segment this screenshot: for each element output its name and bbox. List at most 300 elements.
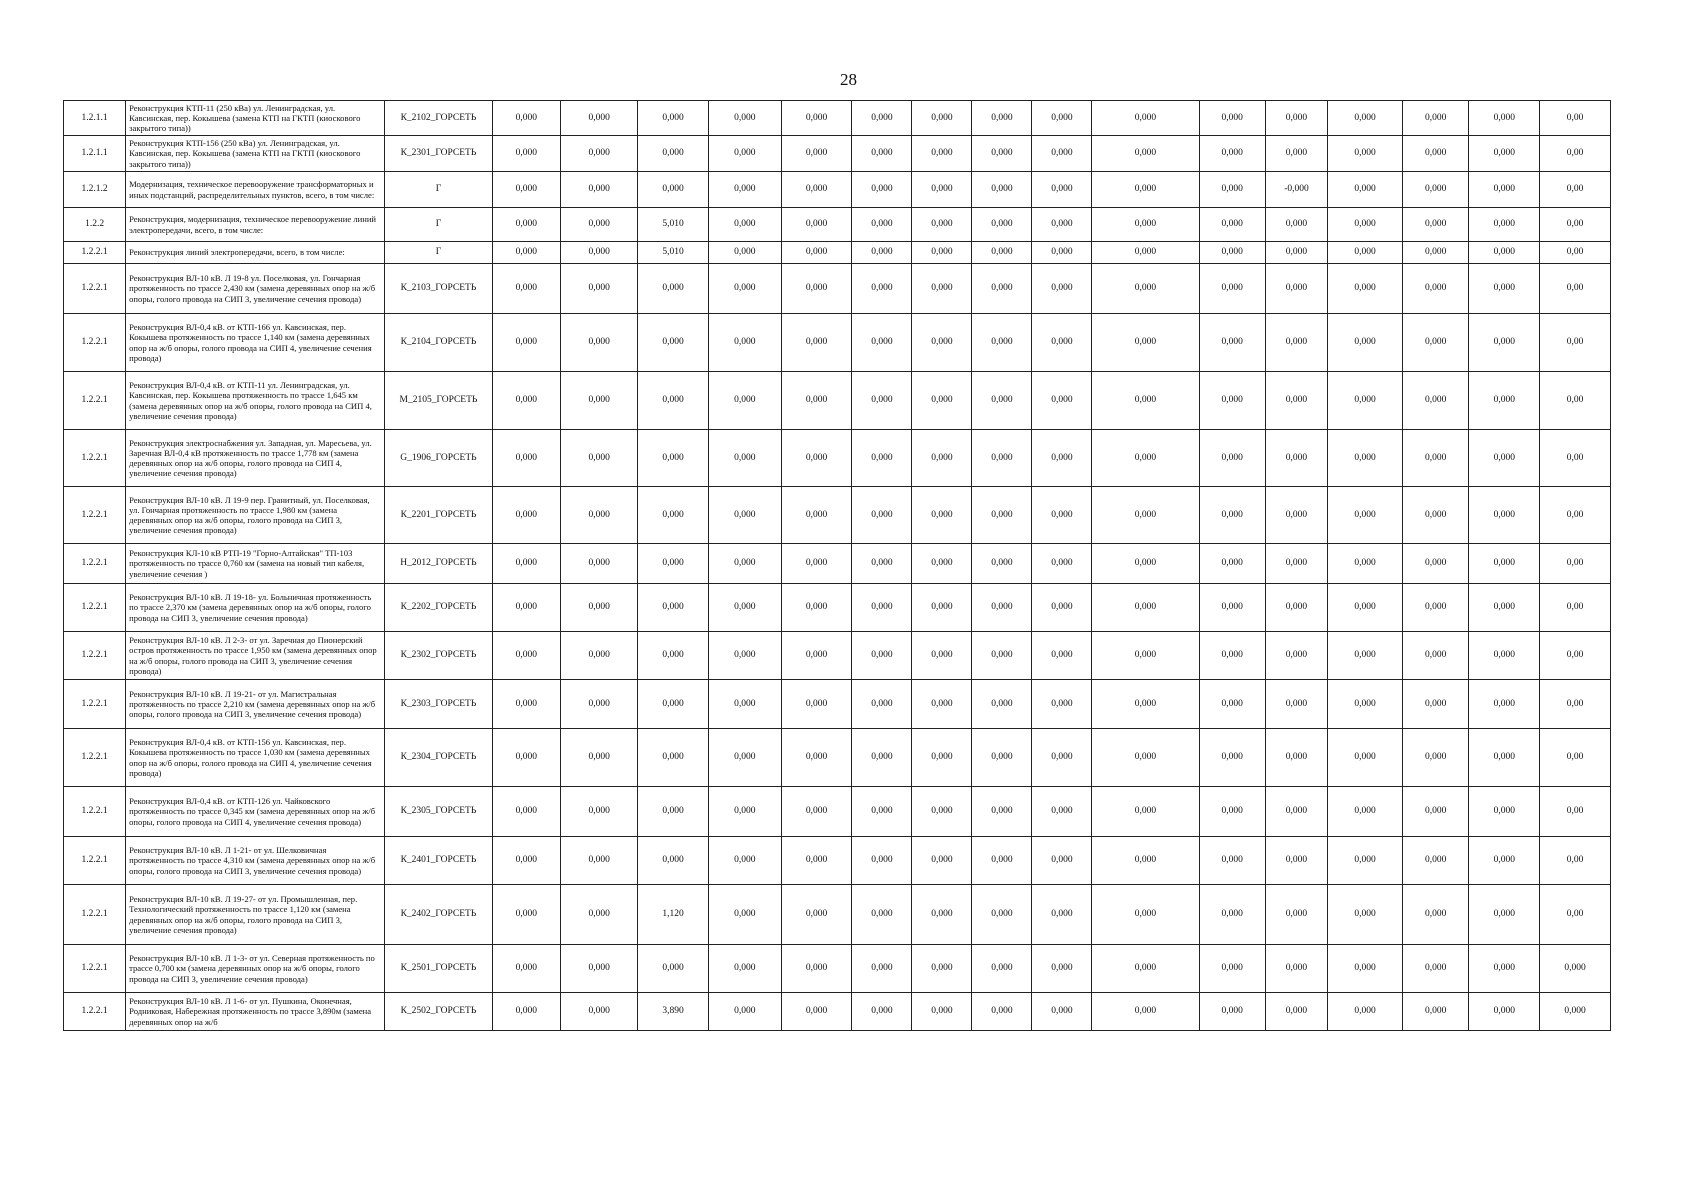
row-value-cell: 0,000: [708, 430, 781, 487]
row-value-cell: 0,000: [708, 680, 781, 729]
row-value-cell: 0,000: [1469, 372, 1540, 430]
row-value-cell: 0,000: [1032, 242, 1092, 264]
row-value-cell: 0,000: [1469, 101, 1540, 136]
row-value-cell: 0,000: [781, 885, 852, 945]
row-value-cell: 0,000: [912, 101, 972, 136]
row-value-cell: 0,000: [1265, 945, 1327, 993]
row-value-cell: 0,000: [1469, 680, 1540, 729]
row-value-cell: 0,000: [1092, 729, 1199, 787]
row-value-cell: 0,000: [638, 314, 709, 372]
row-value-cell: 0,000: [1469, 945, 1540, 993]
row-value-cell: 0,000: [1403, 264, 1469, 314]
row-value-cell: 0,000: [1032, 787, 1092, 837]
row-value-cell: 0,000: [1199, 101, 1265, 136]
row-value-cell: 0,000: [1265, 430, 1327, 487]
row-code: 1.2.1.1: [64, 101, 126, 136]
row-value-cell: 0,000: [1328, 372, 1403, 430]
row-value-cell: 0,000: [561, 208, 638, 242]
row-value-cell: 0,000: [972, 136, 1032, 172]
row-value-cell: 0,000: [1092, 837, 1199, 885]
row-value-cell: 0,000: [1403, 993, 1469, 1031]
row-value-cell: 0,000: [638, 632, 709, 680]
row-value-cell: 0,000: [912, 729, 972, 787]
table-row: [64, 264, 1611, 314]
row-value-cell: 0,000: [781, 101, 852, 136]
row-value-cell: 0,000: [912, 172, 972, 208]
row-value-cell: 0,000: [972, 885, 1032, 945]
row-value-cell: 0,000: [1540, 993, 1611, 1031]
row-value-cell: 0,00: [1540, 837, 1611, 885]
row-value-cell: 0,000: [1469, 632, 1540, 680]
row-value-cell: 0,000: [1403, 885, 1469, 945]
table-row: [64, 136, 1611, 172]
row-value-cell: 0,000: [852, 632, 912, 680]
row-value-cell: 0,000: [1403, 136, 1469, 172]
row-value-cell: 0,000: [1032, 314, 1092, 372]
row-value-cell: 0,000: [852, 885, 912, 945]
row-value-cell: 0,000: [1328, 885, 1403, 945]
row-value-cell: 0,000: [852, 787, 912, 837]
row-value-cell: 0,000: [638, 372, 709, 430]
row-code: 1.2.2.1: [64, 430, 126, 487]
row-value-cell: 0,000: [972, 837, 1032, 885]
table-body: [64, 101, 1611, 1031]
row-code: 1.2.2.1: [64, 993, 126, 1031]
table-row: [64, 584, 1611, 632]
row-value-cell: 0,000: [1403, 430, 1469, 487]
row-value-cell: 0,000: [492, 314, 561, 372]
row-value-cell: 0,000: [492, 680, 561, 729]
row-description: Реконструкция, модернизация, техническое перевооружение линий электропередачи, всего, в том числе:: [126, 208, 385, 242]
row-value-cell: 0,000: [492, 242, 561, 264]
row-description: Реконструкция электроснабжения ул. Западная, ул. Маресьева, ул. Заречная ВЛ-0,4 кВ протяженность по трассе 1,778 км (замена деревянных опор на ж/б опоры, голого провода на СИП 4, увеличение сечения провода): [126, 430, 385, 487]
row-value-cell: 0,000: [561, 430, 638, 487]
row-value-cell: 0,000: [708, 945, 781, 993]
row-description: Реконструкция ВЛ-10 кВ. Л 19-8 ул. Поселковая, ул. Гончарная протяженность по трассе 2,430 км (замена деревянных опор на ж/б опоры, голого провода на СИП 3, увеличение сечения провода): [126, 264, 385, 314]
row-description: Реконструкция линий электропередачи, всего, в том числе:: [126, 242, 385, 264]
row-value-cell: 0,000: [492, 632, 561, 680]
row-value-cell: 0,000: [1032, 136, 1092, 172]
row-value-cell: 0,000: [1092, 372, 1199, 430]
row-value-cell: 0,000: [1092, 172, 1199, 208]
row-value-cell: 0,000: [1092, 584, 1199, 632]
row-value-cell: 0,000: [781, 264, 852, 314]
row-value-cell: 0,000: [1032, 680, 1092, 729]
row-value-cell: 0,000: [781, 787, 852, 837]
row-value-cell: 0,000: [1328, 680, 1403, 729]
row-value-cell: 0,000: [638, 101, 709, 136]
row-value-cell: 0,000: [1092, 136, 1199, 172]
row-value-cell: 5,010: [638, 242, 709, 264]
row-value-cell: 0,00: [1540, 729, 1611, 787]
row-value-cell: 0,000: [852, 136, 912, 172]
row-value-cell: 0,000: [1403, 487, 1469, 544]
row-value-cell: 0,000: [781, 584, 852, 632]
row-description: Реконструкция ВЛ-0,4 кВ. от КТП-126 ул. Чайковского протяженность по трассе 0,345 км (замена деревянных опор на ж/б опоры, голого провода на СИП 4, увеличение сечения провода): [126, 787, 385, 837]
row-value-cell: 0,000: [972, 264, 1032, 314]
row-value-cell: 0,000: [1265, 264, 1327, 314]
row-value-cell: 0,000: [638, 787, 709, 837]
row-value-cell: 0,00: [1540, 242, 1611, 264]
row-value-cell: 0,000: [852, 314, 912, 372]
row-value-cell: 0,00: [1540, 680, 1611, 729]
row-value-cell: 0,000: [561, 314, 638, 372]
row-value-cell: 0,000: [852, 680, 912, 729]
row-code: 1.2.2.1: [64, 372, 126, 430]
row-project-id: К_2502_ГОРСЕТЬ: [385, 993, 492, 1031]
row-value-cell: 0,000: [1199, 945, 1265, 993]
row-value-cell: 0,000: [972, 172, 1032, 208]
row-value-cell: 0,000: [708, 136, 781, 172]
row-value-cell: 0,000: [781, 136, 852, 172]
row-value-cell: 0,000: [1265, 885, 1327, 945]
row-value-cell: 0,000: [1469, 837, 1540, 885]
row-description: Реконструкция ВЛ-0,4 кВ. от КТП-166 ул. Кавсинская, пер. Кокышева протяженность по трассе 1,140 км (замена деревянных опор на ж/б опоры, голого провода на СИП 4, увеличение сечения провода): [126, 314, 385, 372]
row-value-cell: 0,000: [1265, 136, 1327, 172]
row-value-cell: 0,000: [1469, 172, 1540, 208]
row-value-cell: 0,000: [781, 487, 852, 544]
row-value-cell: 0,000: [1092, 101, 1199, 136]
row-value-cell: 0,00: [1540, 314, 1611, 372]
row-value-cell: 0,000: [972, 372, 1032, 430]
row-value-cell: 0,000: [638, 544, 709, 584]
row-value-cell: 0,000: [492, 372, 561, 430]
row-value-cell: 0,000: [781, 242, 852, 264]
row-value-cell: 0,000: [781, 372, 852, 430]
row-value-cell: 0,00: [1540, 584, 1611, 632]
row-value-cell: 0,000: [1199, 372, 1265, 430]
row-value-cell: 0,000: [1199, 544, 1265, 584]
row-value-cell: 0,000: [852, 729, 912, 787]
row-value-cell: 0,000: [912, 680, 972, 729]
row-value-cell: 0,000: [638, 945, 709, 993]
row-value-cell: 0,000: [781, 632, 852, 680]
row-value-cell: 0,000: [1265, 208, 1327, 242]
row-value-cell: 0,000: [972, 632, 1032, 680]
row-value-cell: 0,000: [708, 172, 781, 208]
row-value-cell: 0,000: [638, 584, 709, 632]
row-project-id: Г: [385, 242, 492, 264]
row-value-cell: 0,000: [1469, 729, 1540, 787]
row-project-id: К_2501_ГОРСЕТЬ: [385, 945, 492, 993]
row-value-cell: 0,000: [561, 242, 638, 264]
row-code: 1.2.1.2: [64, 172, 126, 208]
row-value-cell: 0,000: [1469, 242, 1540, 264]
row-value-cell: 0,000: [1032, 101, 1092, 136]
row-value-cell: 0,000: [1092, 242, 1199, 264]
table-row: [64, 208, 1611, 242]
row-code: 1.2.2.1: [64, 729, 126, 787]
row-code: 1.2.2.1: [64, 945, 126, 993]
row-value-cell: 0,000: [912, 584, 972, 632]
row-value-cell: 0,000: [1092, 680, 1199, 729]
row-value-cell: 0,000: [1328, 430, 1403, 487]
row-value-cell: 0,000: [1032, 584, 1092, 632]
row-code: 1.2.2.1: [64, 544, 126, 584]
row-value-cell: 0,000: [1469, 584, 1540, 632]
table-row: [64, 680, 1611, 729]
row-value-cell: 0,000: [1328, 993, 1403, 1031]
row-value-cell: 0,000: [1092, 993, 1199, 1031]
row-value-cell: 0,000: [972, 945, 1032, 993]
row-value-cell: 0,000: [972, 729, 1032, 787]
row-description: Реконструкция ВЛ-10 кВ. Л 1-3- от ул. Северная протяженность по трассе 0,700 км (замена деревянных опор на ж/б опоры, голого провода на СИП 3, увеличение сечения провода): [126, 945, 385, 993]
row-value-cell: 0,000: [1265, 101, 1327, 136]
row-value-cell: 0,000: [1092, 264, 1199, 314]
row-value-cell: 0,000: [912, 430, 972, 487]
row-value-cell: 0,00: [1540, 101, 1611, 136]
row-value-cell: 0,000: [561, 787, 638, 837]
row-code: 1.2.2.1: [64, 885, 126, 945]
row-value-cell: 0,000: [1328, 787, 1403, 837]
table-row: [64, 729, 1611, 787]
row-value-cell: 0,000: [972, 680, 1032, 729]
row-code: 1.2.2.1: [64, 787, 126, 837]
row-value-cell: 0,000: [781, 837, 852, 885]
table-row: [64, 242, 1611, 264]
row-value-cell: 0,000: [1469, 264, 1540, 314]
table-row: [64, 544, 1611, 584]
row-value-cell: 0,000: [1199, 430, 1265, 487]
row-value-cell: 0,000: [781, 993, 852, 1031]
row-value-cell: 0,000: [1403, 680, 1469, 729]
row-value-cell: 0,000: [852, 945, 912, 993]
row-value-cell: 0,00: [1540, 632, 1611, 680]
row-value-cell: 0,000: [708, 993, 781, 1031]
row-value-cell: 0,000: [1403, 632, 1469, 680]
row-value-cell: 0,000: [1199, 487, 1265, 544]
row-project-id: К_2104_ГОРСЕТЬ: [385, 314, 492, 372]
row-value-cell: 0,000: [1403, 314, 1469, 372]
row-value-cell: 0,000: [1403, 372, 1469, 430]
row-value-cell: 0,000: [1092, 632, 1199, 680]
row-description: Реконструкция ВЛ-0,4 кВ. от КТП-156 ул. Кавсинская, пер. Кокышева протяженность по трассе 1,030 км (замена деревянных опор на ж/б опоры, голого провода на СИП 4, увеличение сечения провода): [126, 729, 385, 787]
row-value-cell: 0,00: [1540, 487, 1611, 544]
row-description: Реконструкция ВЛ-10 кВ. Л 1-21- от ул. Шелковичная протяженность по трассе 4,310 км (замена деревянных опор на ж/б опоры, голого провода на СИП 3, увеличение сечения провода): [126, 837, 385, 885]
row-description: Модернизация, техническое перевооружение трансформаторных и иных подстанций, распределительных пунктов, всего, в том числе:: [126, 172, 385, 208]
row-description: Реконструкция ВЛ-10 кВ. Л 19-18- ул. Больничная протяженность по трассе 2,370 км (замена деревянных опор на ж/б опоры, голого провода на СИП 3, увеличение сечения провода): [126, 584, 385, 632]
page-number: 28: [840, 70, 857, 89]
row-value-cell: 0,00: [1540, 430, 1611, 487]
row-description: Реконструкция ВЛ-10 кВ. Л 2-3- от ул. Заречная до Пионерский остров протяженность по трассе 1,950 км (замена деревянных опор на ж/б опоры, голого провода на СИП 3, увеличение сечения провода): [126, 632, 385, 680]
row-value-cell: 0,000: [638, 680, 709, 729]
row-description: Реконструкция ВЛ-10 кВ. Л 19-21- от ул. Магистральная протяженность по трассе 2,210 км (замена деревянных опор на ж/б опоры, голого провода на СИП 3, увеличение сечения провода): [126, 680, 385, 729]
row-value-cell: 0,000: [781, 729, 852, 787]
row-value-cell: 0,000: [561, 945, 638, 993]
row-code: 1.2.2.1: [64, 264, 126, 314]
row-description: Реконструкция КТП-156 (250 кВа) ул. Ленинградская, ул. Кавсинская, пер. Кокышева (замена КТП на ГКТП (киоскового закрытого типа)): [126, 136, 385, 172]
row-value-cell: 0,000: [1199, 787, 1265, 837]
table-row: [64, 993, 1611, 1031]
row-value-cell: 0,000: [492, 544, 561, 584]
row-value-cell: 0,000: [638, 172, 709, 208]
row-value-cell: 0,000: [1265, 584, 1327, 632]
row-value-cell: 0,000: [912, 544, 972, 584]
row-value-cell: 0,000: [912, 487, 972, 544]
row-value-cell: 0,000: [1403, 208, 1469, 242]
row-value-cell: 0,000: [708, 101, 781, 136]
row-value-cell: 0,000: [492, 487, 561, 544]
row-value-cell: 0,000: [852, 487, 912, 544]
row-value-cell: 0,000: [1328, 314, 1403, 372]
row-value-cell: 0,000: [708, 885, 781, 945]
row-project-id: К_2304_ГОРСЕТЬ: [385, 729, 492, 787]
row-code: 1.2.1.1: [64, 136, 126, 172]
row-value-cell: 0,000: [1199, 632, 1265, 680]
row-value-cell: 0,000: [708, 729, 781, 787]
row-value-cell: 0,000: [561, 729, 638, 787]
table-row: [64, 787, 1611, 837]
row-value-cell: 0,00: [1540, 136, 1611, 172]
row-value-cell: 0,000: [708, 242, 781, 264]
row-value-cell: 0,000: [972, 314, 1032, 372]
row-value-cell: 0,000: [912, 993, 972, 1031]
row-value-cell: 0,000: [561, 837, 638, 885]
row-value-cell: 0,000: [781, 314, 852, 372]
row-value-cell: 0,000: [638, 136, 709, 172]
row-value-cell: 0,000: [1199, 584, 1265, 632]
row-value-cell: 0,000: [1092, 885, 1199, 945]
row-value-cell: 0,000: [1032, 372, 1092, 430]
row-value-cell: 0,000: [1199, 242, 1265, 264]
row-value-cell: 0,000: [912, 314, 972, 372]
row-value-cell: 0,000: [972, 993, 1032, 1031]
row-value-cell: 0,00: [1540, 372, 1611, 430]
row-value-cell: 0,000: [1199, 208, 1265, 242]
row-code: 1.2.2.1: [64, 632, 126, 680]
row-value-cell: 0,000: [1032, 885, 1092, 945]
row-value-cell: 3,890: [638, 993, 709, 1031]
row-value-cell: 0,000: [1032, 945, 1092, 993]
row-value-cell: 0,000: [1328, 101, 1403, 136]
row-project-id: К_2301_ГОРСЕТЬ: [385, 136, 492, 172]
row-value-cell: 0,000: [972, 487, 1032, 544]
row-project-id: К_2103_ГОРСЕТЬ: [385, 264, 492, 314]
row-value-cell: 0,000: [1265, 837, 1327, 885]
row-value-cell: 0,000: [781, 208, 852, 242]
row-value-cell: 0,000: [1469, 993, 1540, 1031]
row-description: Реконструкция ВЛ-0,4 кВ. от КТП-11 ул. Ленинградская, ул. Кавсинская, пер. Кокышева протяженность по трассе 1,645 км (замена деревянных опор на ж/б опоры, голого провода на СИП 4, увеличение сечения провода): [126, 372, 385, 430]
row-value-cell: 0,000: [1403, 837, 1469, 885]
row-value-cell: 0,000: [561, 136, 638, 172]
row-value-cell: 0,000: [1092, 487, 1199, 544]
row-value-cell: 0,000: [972, 787, 1032, 837]
row-project-id: К_2302_ГОРСЕТЬ: [385, 632, 492, 680]
row-value-cell: 0,000: [1199, 172, 1265, 208]
row-description: Реконструкция ВЛ-10 кВ. Л 19-9 пер. Гранитный, ул. Поселковая, ул. Гончарная протяженность по трассе 1,980 км (замена деревянных опор на ж/б опоры, голого провода на СИП 3, увеличение сечения провода): [126, 487, 385, 544]
row-project-id: G_1906_ГОРСЕТЬ: [385, 430, 492, 487]
table-row: [64, 885, 1611, 945]
row-code: 1.2.2: [64, 208, 126, 242]
row-value-cell: 0,000: [1328, 584, 1403, 632]
row-value-cell: 0,000: [852, 264, 912, 314]
row-value-cell: 0,000: [1328, 264, 1403, 314]
row-value-cell: 0,000: [1328, 632, 1403, 680]
row-value-cell: 0,000: [492, 787, 561, 837]
row-value-cell: 0,000: [492, 945, 561, 993]
row-value-cell: 0,000: [852, 584, 912, 632]
row-value-cell: 0,000: [912, 632, 972, 680]
row-value-cell: 0,000: [852, 993, 912, 1031]
row-value-cell: 0,000: [708, 787, 781, 837]
row-value-cell: 0,000: [1469, 208, 1540, 242]
row-value-cell: 0,000: [1032, 544, 1092, 584]
row-value-cell: 0,00: [1540, 264, 1611, 314]
table-row: [64, 101, 1611, 136]
row-value-cell: 0,000: [1265, 993, 1327, 1031]
row-value-cell: 0,000: [1328, 544, 1403, 584]
row-value-cell: 0,000: [1032, 172, 1092, 208]
row-value-cell: 0,000: [1199, 993, 1265, 1031]
row-value-cell: 0,000: [852, 172, 912, 208]
row-value-cell: 0,000: [1199, 729, 1265, 787]
row-value-cell: 0,000: [1199, 136, 1265, 172]
row-value-cell: 0,000: [638, 430, 709, 487]
row-value-cell: 0,000: [561, 372, 638, 430]
row-value-cell: 0,000: [1403, 544, 1469, 584]
row-description: Реконструкция ВЛ-10 кВ. Л 1-6- от ул. Пушкина, Оконечная, Родниковая, Набережная протяженность по трассе 3,890м (замена деревянных опор на ж/б: [126, 993, 385, 1031]
row-value-cell: 0,000: [708, 487, 781, 544]
row-value-cell: 0,000: [912, 787, 972, 837]
row-value-cell: 0,000: [638, 837, 709, 885]
row-value-cell: 0,000: [912, 837, 972, 885]
row-value-cell: 0,000: [638, 487, 709, 544]
row-value-cell: 0,000: [492, 584, 561, 632]
table-row: [64, 487, 1611, 544]
row-value-cell: 0,000: [852, 372, 912, 430]
row-value-cell: 0,000: [972, 584, 1032, 632]
row-value-cell: 0,000: [1199, 680, 1265, 729]
row-value-cell: 0,000: [708, 837, 781, 885]
row-value-cell: 0,000: [1092, 945, 1199, 993]
row-value-cell: 0,000: [1403, 729, 1469, 787]
row-code: 1.2.2.1: [64, 314, 126, 372]
row-value-cell: 0,000: [1265, 680, 1327, 729]
row-value-cell: 0,000: [492, 993, 561, 1031]
row-value-cell: 0,00: [1540, 208, 1611, 242]
row-value-cell: 0,000: [912, 885, 972, 945]
row-value-cell: 0,000: [1199, 837, 1265, 885]
row-value-cell: 0,000: [1265, 787, 1327, 837]
row-value-cell: 0,000: [1328, 945, 1403, 993]
row-value-cell: 0,000: [852, 837, 912, 885]
row-value-cell: 0,000: [972, 208, 1032, 242]
row-value-cell: 0,000: [781, 945, 852, 993]
row-value-cell: 0,000: [561, 172, 638, 208]
table-row: [64, 632, 1611, 680]
row-value-cell: 0,000: [1328, 729, 1403, 787]
row-value-cell: 0,00: [1540, 544, 1611, 584]
row-value-cell: 0,000: [561, 584, 638, 632]
row-project-id: К_2401_ГОРСЕТЬ: [385, 837, 492, 885]
row-value-cell: 0,000: [1032, 729, 1092, 787]
row-value-cell: 0,000: [492, 430, 561, 487]
row-value-cell: 0,000: [1092, 314, 1199, 372]
row-value-cell: 0,000: [1265, 544, 1327, 584]
row-value-cell: 0,000: [1469, 487, 1540, 544]
row-code: 1.2.2.1: [64, 837, 126, 885]
row-value-cell: 0,000: [1199, 314, 1265, 372]
row-value-cell: 0,000: [708, 544, 781, 584]
row-value-cell: 0,000: [972, 544, 1032, 584]
row-value-cell: 0,000: [852, 101, 912, 136]
row-value-cell: 0,000: [492, 729, 561, 787]
row-value-cell: 0,000: [1092, 787, 1199, 837]
row-value-cell: 0,000: [781, 544, 852, 584]
row-value-cell: -0,000: [1265, 172, 1327, 208]
row-value-cell: 0,000: [1092, 430, 1199, 487]
row-value-cell: 0,000: [912, 945, 972, 993]
